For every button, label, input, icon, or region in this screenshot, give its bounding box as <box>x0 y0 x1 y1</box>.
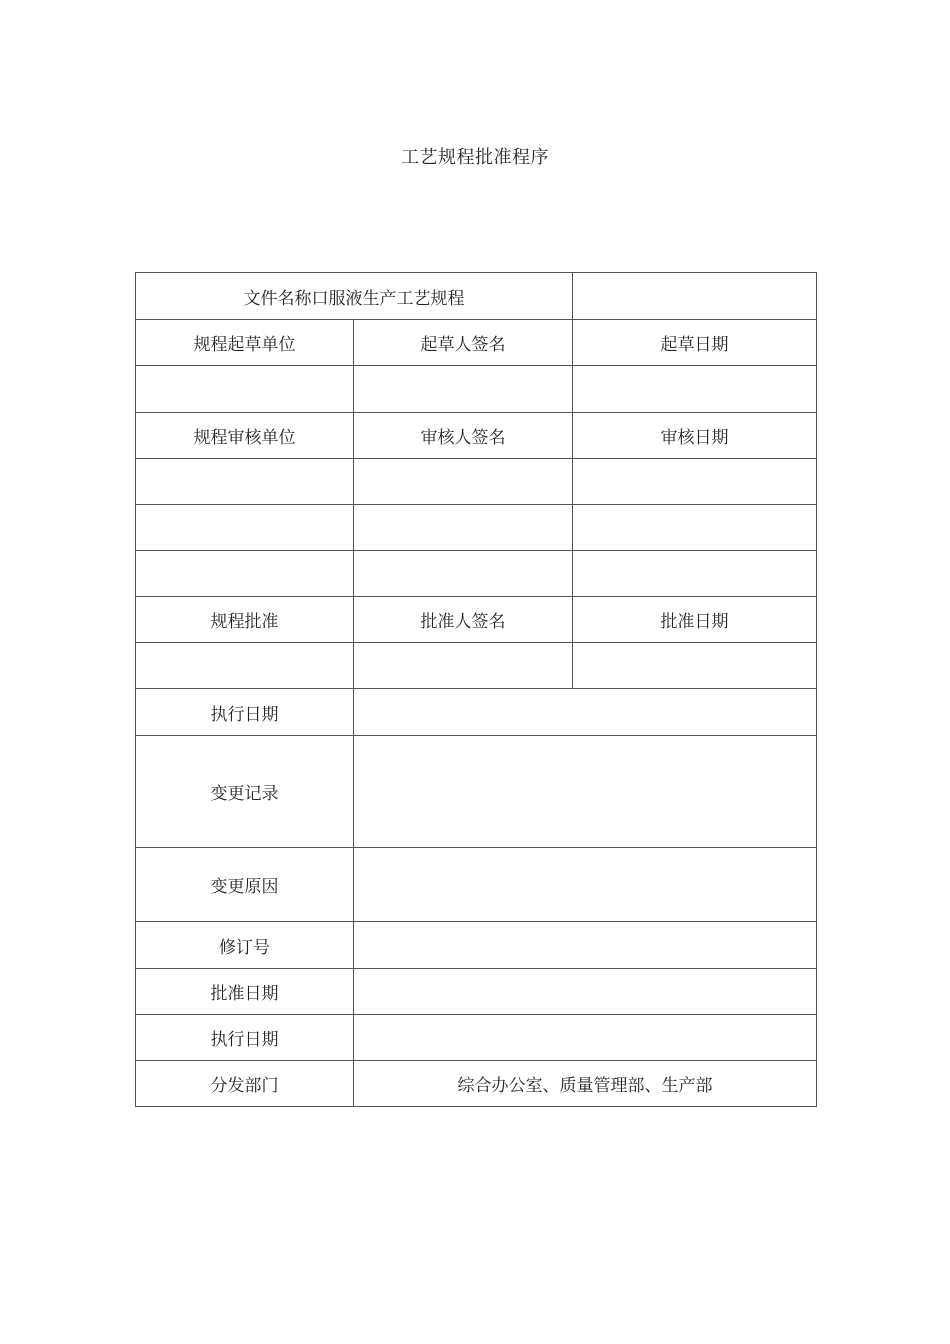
review-unit-header: 规程审核单位 <box>136 413 354 459</box>
approval-header-row <box>136 597 817 643</box>
execution-date2-label: 执行日期 <box>136 1015 354 1061</box>
review-entry-row <box>136 505 817 551</box>
execution-date2-row <box>136 1015 817 1061</box>
doc-name-cell <box>136 273 573 320</box>
revision-no-field[interactable] <box>354 922 817 969</box>
approval-date-header: 批准日期 <box>573 597 817 643</box>
distribution-value: 综合办公室、质量管理部、生产部 <box>354 1061 817 1107</box>
review-unit-field[interactable] <box>136 551 354 597</box>
approval-form-table <box>135 272 817 1107</box>
review-entry-row <box>136 551 817 597</box>
distribution-row <box>136 1061 817 1107</box>
review-signature-field[interactable] <box>354 551 573 597</box>
approval-date-field[interactable] <box>354 969 817 1015</box>
review-signature-field[interactable] <box>354 505 573 551</box>
draft-date-field[interactable] <box>573 366 817 413</box>
doc-name-label: 文件名称 <box>243 288 312 309</box>
change-record-field[interactable] <box>354 736 817 848</box>
change-record-label: 变更记录 <box>136 736 354 848</box>
execution-date-field[interactable] <box>354 689 817 736</box>
draft-header-row <box>136 320 817 366</box>
change-record-row <box>136 736 817 848</box>
doc-name-value: 口服液生产工艺规程 <box>311 288 465 309</box>
review-signature-field[interactable] <box>354 459 573 505</box>
revision-no-row <box>136 922 817 969</box>
draft-entry-row <box>136 366 817 413</box>
change-reason-field[interactable] <box>354 848 817 922</box>
draft-unit-header: 规程起草单位 <box>136 320 354 366</box>
review-signature-header: 审核人签名 <box>354 413 573 459</box>
execution-date2-field[interactable] <box>354 1015 817 1061</box>
approval-signature-field[interactable] <box>354 643 573 689</box>
approval-date-field[interactable] <box>573 643 817 689</box>
approval-signature-header: 批准人签名 <box>354 597 573 643</box>
doc-name-row <box>136 273 817 320</box>
approval-unit-header: 规程批准 <box>136 597 354 643</box>
review-entry-row <box>136 459 817 505</box>
draft-signature-field[interactable] <box>354 366 573 413</box>
change-reason-row <box>136 848 817 922</box>
execution-date-label: 执行日期 <box>136 689 354 736</box>
change-reason-label: 变更原因 <box>136 848 354 922</box>
distribution-label: 分发部门 <box>136 1061 354 1107</box>
review-date-field[interactable] <box>573 505 817 551</box>
review-unit-field[interactable] <box>136 505 354 551</box>
approval-unit-field[interactable] <box>136 643 354 689</box>
review-unit-field[interactable] <box>136 459 354 505</box>
review-header-row <box>136 413 817 459</box>
draft-signature-header: 起草人签名 <box>354 320 573 366</box>
page-title: 工艺规程批准程序 <box>401 147 549 168</box>
execution-date-row <box>136 689 817 736</box>
approval-date-row <box>136 969 817 1015</box>
doc-name-extra-cell[interactable] <box>573 273 817 320</box>
review-date-header: 审核日期 <box>573 413 817 459</box>
draft-unit-field[interactable] <box>136 366 354 413</box>
draft-date-header: 起草日期 <box>573 320 817 366</box>
approval-entry-row <box>136 643 817 689</box>
review-date-field[interactable] <box>573 551 817 597</box>
approval-date-label: 批准日期 <box>136 969 354 1015</box>
revision-no-label: 修订号 <box>136 922 354 969</box>
review-date-field[interactable] <box>573 459 817 505</box>
